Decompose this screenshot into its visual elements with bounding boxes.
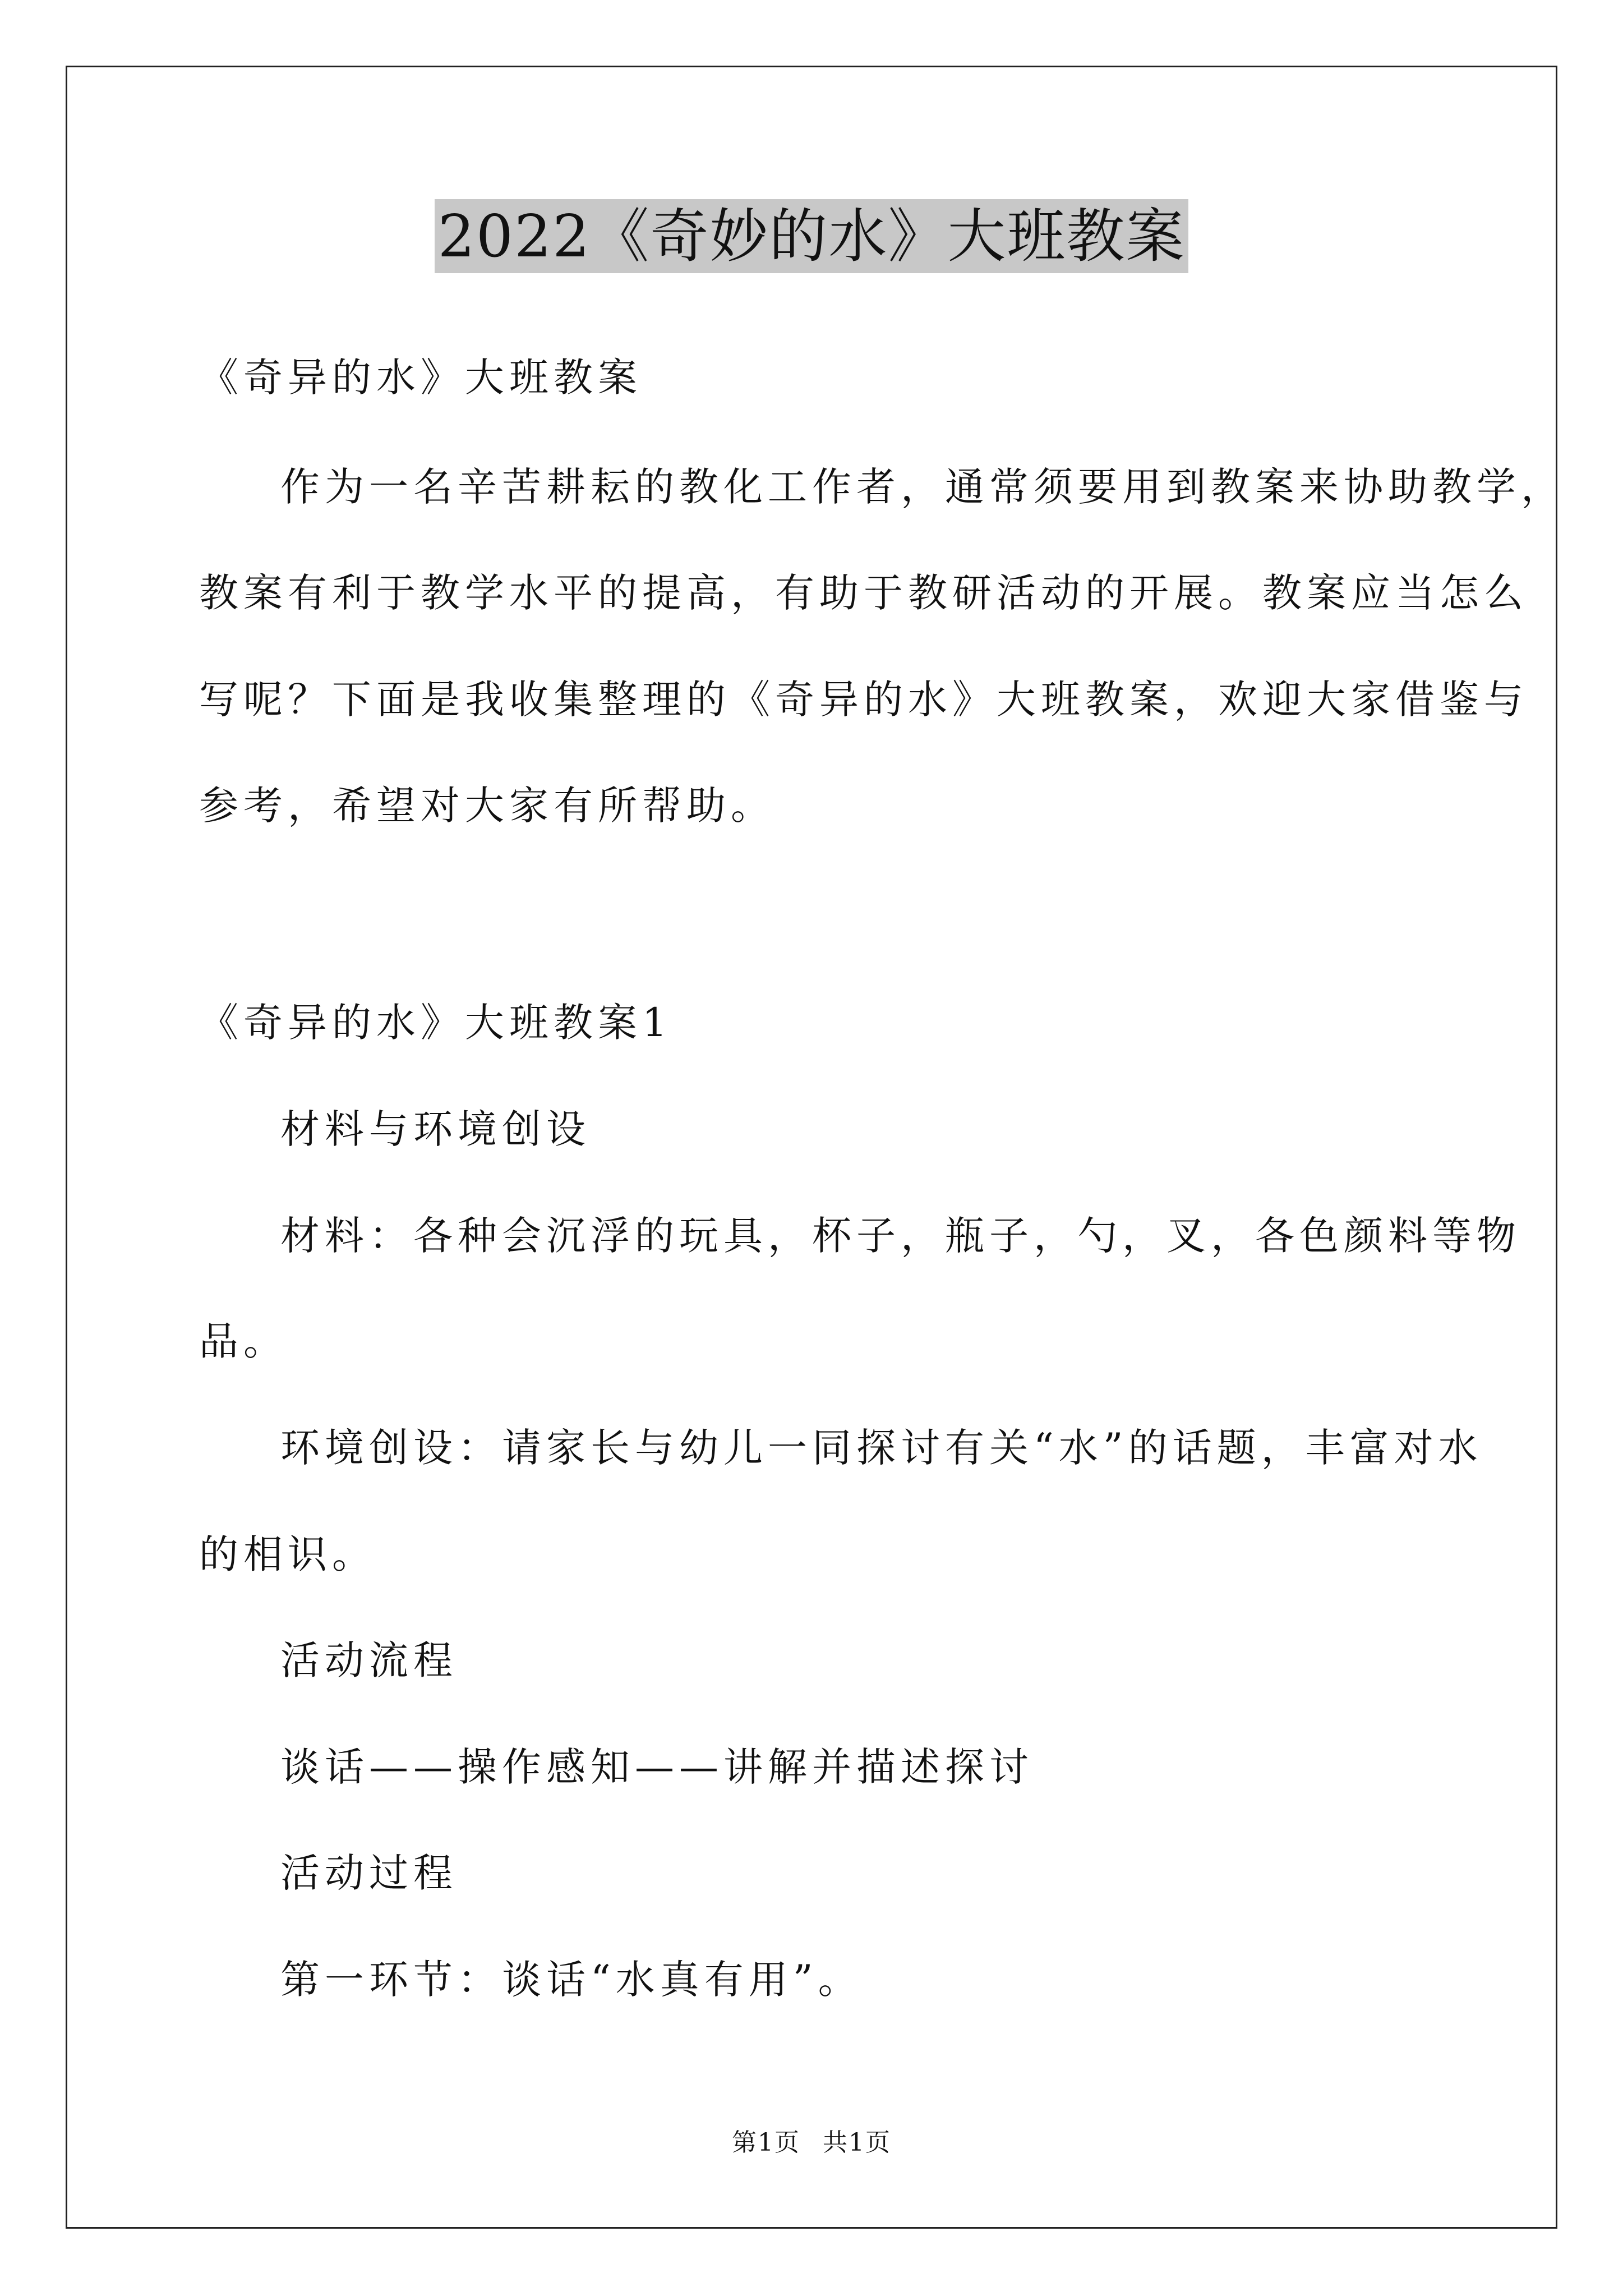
document-title: 2022《奇妙的水》大班教案 (435, 199, 1189, 273)
paragraph-line: 环境创设：请家长与幼儿一同探讨有关“水”的话题，丰富对水 (280, 1425, 1483, 1471)
page-total: 共1页 (823, 2128, 891, 2157)
page-number: 第1页 (732, 2128, 800, 2157)
paragraph-line: 第一环节：谈话“水真有用”。 (280, 1957, 863, 2003)
paragraph-line: 活动过程 (280, 1850, 458, 1896)
paragraph-line: 写呢？下面是我收集整理的《奇异的水》大班教案，欢迎大家借鉴与 (199, 677, 1528, 723)
paragraph-line: 品。 (199, 1318, 288, 1364)
section-heading: 《奇异的水》大班教案1 (199, 1000, 672, 1046)
document-title-block (0, 199, 1623, 273)
paragraph-line: 的相识。 (199, 1531, 376, 1577)
subtitle: 《奇异的水》大班教案 (199, 355, 642, 401)
paragraph-line: 活动流程 (280, 1637, 458, 1683)
paragraph-line: 材料：各种会沉浮的玩具，杯子，瓶子，勺，叉，各色颜料等物 (280, 1213, 1521, 1259)
page-footer (0, 2126, 1623, 2160)
paragraph-line: 参考，希望对大家有所帮助。 (199, 783, 775, 829)
paragraph-line: 谈话——操作感知——讲解并描述探讨 (280, 1744, 1034, 1790)
paragraph-line: 作为一名辛苦耕耘的教化工作者，通常须要用到教案来协助教学， (280, 464, 1565, 510)
paragraph-line: 教案有利于教学水平的提高，有助于教研活动的开展。教案应当怎么 (199, 570, 1528, 616)
paragraph-line: 材料与环境创设 (280, 1106, 591, 1152)
